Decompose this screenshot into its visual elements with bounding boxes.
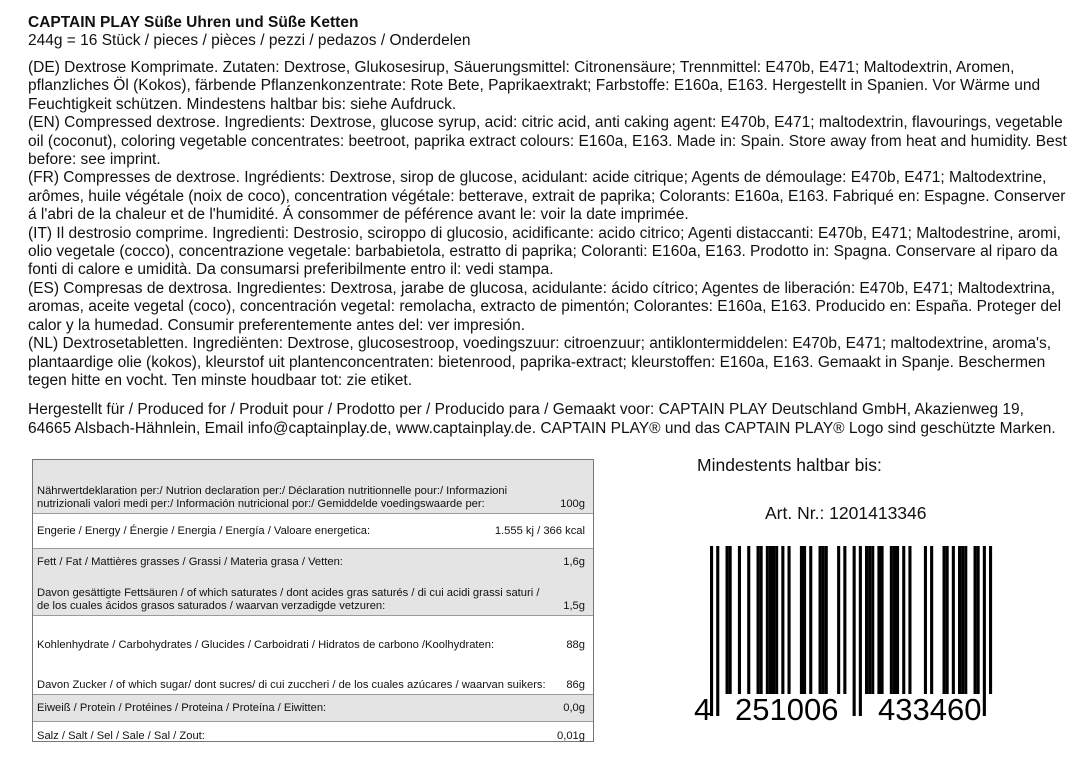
sugar-value: 86g <box>566 678 585 691</box>
barcode-bar <box>865 546 868 694</box>
nutrition-header-value: 100g <box>560 497 585 510</box>
barcode-bar <box>890 546 893 694</box>
ingredients-es: (ES) Compresas de dextrosa. Ingredientes: Dextrosa, jarabe de glucosa, acidulante: ácido cítrico; Agentes de liberación: E470b, E471; Maltodextrina, aromas, aceite vegetal (coco), concentración vegetal: remolacha, extracto de pimentón; Colorantes: E160a, E163. Producido en: España. Proteger del calor y la humedad. Consumir preferentemente antes del: ver impresión. <box>28 279 1062 334</box>
carbs-value: 88g <box>566 638 585 651</box>
barcode-bar <box>760 546 763 694</box>
barcode-bar <box>800 546 803 694</box>
barcode-bar <box>946 546 949 694</box>
barcode-bar <box>819 546 822 694</box>
barcode-bar <box>769 546 772 694</box>
energy-value: 1.555 kj / 366 kcal <box>494 524 585 537</box>
producer-info: Hergestellt für / Produced for / Produit pour / Prodotto per / Producido para / Gemaakt voor: CAPTAIN PLAY Deutschland GmbH, Akazienweg 19, 64665 Alsbach-Hähnlein, Email info@captainplay.de, www.captainplay.de. CAPTAIN PLAY® und das CAPTAIN PLAY® Logo sind geschützte Marken. <box>28 401 1056 437</box>
carbs-group <box>33 616 593 695</box>
salt-label: Salz / Salt / Sel / Sale / Sal / Zout: <box>37 729 205 742</box>
product-quantity: 244g = 16 Stück / pieces / pièces / pezzi / pedazos / Onderdelen <box>28 32 471 49</box>
barcode-bar <box>822 546 825 694</box>
barcode-bar <box>825 546 828 694</box>
barcode-bar <box>710 546 713 716</box>
saturates-row <box>33 575 593 615</box>
nutrition-header-row <box>33 460 593 514</box>
barcode-bar <box>772 546 775 694</box>
sugar-row <box>33 654 593 694</box>
barcode-bar <box>958 546 961 694</box>
barcode-bar <box>716 546 719 716</box>
barcode-first-digit: 4 <box>694 692 712 727</box>
nutrition-header-label: Nährwertdeklaration per:/ Nutrion declaration per:/ Déclaration nutritionnelle pour:/ Informazioni nutrizionali valori medi per:/ Información nutricional por:/ Gemiddelde voedingswaarde per: <box>37 485 508 510</box>
barcode-bar <box>859 546 862 716</box>
fat-value: 1,6g <box>563 555 585 568</box>
barcode-bar <box>803 546 806 694</box>
sugar-label: Davon Zucker / of which sugar/ dont sucres/ di cui zuccheri / de los cuales azúcares / waarvan suikers: <box>37 678 546 691</box>
barcode-bar <box>977 546 980 694</box>
barcode-bar <box>930 546 933 694</box>
article-number: Art. Nr.: 1201413346 <box>765 503 927 523</box>
barcode-bar <box>837 546 840 694</box>
energy-row <box>33 514 593 549</box>
barcode-bar <box>877 546 880 694</box>
barcode-bar <box>766 546 769 694</box>
barcode-bar <box>726 546 729 694</box>
barcode-bar <box>757 546 760 694</box>
barcode-bar <box>893 546 896 694</box>
protein-row <box>33 695 593 722</box>
barcode <box>690 540 1020 730</box>
carbs-row <box>33 616 593 654</box>
barcode-bar <box>983 546 986 716</box>
barcode-bar <box>989 546 992 694</box>
barcode-bar <box>738 546 741 694</box>
fat-group <box>33 549 593 616</box>
barcode-bar <box>843 546 846 694</box>
ingredients-de: (DE) Dextrose Komprimate. Zutaten: Dextrose, Glukosesirup, Säuerungsmittel: Citronensäure; Trennmittel: E470b, E471; Maltodextrin, Aromen, pflanzliches Öl (Kokos), färbende Pflanzenkonzentrate: Rote Bete, Paprikaextrakt; Farbstoffe: E160a, E163. Hergestellt in Spanien. Vor Wärme und Feuchtigkeit schützen. Mindestens haltbar bis: siehe Aufdruck. <box>28 59 1041 113</box>
energy-label: Engerie / Energy / Énergie / Energia / Energía / Valoare energetica: <box>37 524 371 537</box>
carbs-label: Kohlenhydrate / Carbohydrates / Glucides / Carboidrati / Hidratos de carbono /Koolhydraten: <box>37 638 495 651</box>
ingredients-it: (IT) Il destrosio comprime. Ingredienti: Destrosio, sciroppo di glucosio, acidificante: acido citrico; Agenti distaccanti: E470b, E471; Maltodestrine, aromi, olio vegetale (cocco), concentrazione vegetale: barbabietola, estratto di paprika; Coloranti: E160a, E163. Prodotto in: Spagna. Conservare al riparo da fonti di calore e umidità. Da consumarsi preferibilmente entro il: vedi stampa. <box>28 224 1061 279</box>
barcode-bar <box>729 546 732 694</box>
salt-row <box>33 722 593 750</box>
barcode-bar <box>964 546 967 694</box>
barcode-bar <box>924 546 927 694</box>
barcode-bar <box>943 546 946 694</box>
best-before-label: Mindestents haltbar bis: <box>697 455 882 475</box>
barcode-bar <box>868 546 871 694</box>
barcode-bar <box>788 546 791 694</box>
fat-label: Fett / Fat / Mattières grasses / Grassi / Materia grasa / Vetten: <box>37 555 343 568</box>
barcode-bar <box>974 546 977 694</box>
barcode-bar <box>896 546 899 694</box>
barcode-bars <box>710 546 992 716</box>
saturates-label: Davon gesättigte Fettsäuren / of which saturates / dont acides gras saturés / di cui acidi grassi saturi / de los cuales ácidos grasos saturados / waarvan verzadigde vetzuren: <box>37 587 540 612</box>
ingredients-nl: (NL) Dextrosetabletten. Ingrediënten: Dextrose, glucosestroop, voedingszuur: citroenzuur; antiklontermiddelen: E470b, E471; maltodextrine, aroma's, plantaardige olie (kokos), kleurstof uit plantenconcentraten: bietenrood, paprika-extract; kleurstoffen: E160a, E163. Gemaakt in Spanje. Beschermen tegen hitte en vocht. Ten minste houdbaar tot: zie etiket. <box>28 335 1052 389</box>
barcode-bar <box>853 546 856 716</box>
salt-value: 0,01g <box>557 729 585 742</box>
ingredients-block <box>28 59 1068 390</box>
barcode-bar <box>809 546 812 694</box>
barcode-bar <box>961 546 964 694</box>
label-page <box>28 14 1068 438</box>
barcode-bar <box>747 546 750 694</box>
protein-value: 0,0g <box>563 701 585 714</box>
ingredients-fr: (FR) Compresses de dextrose. Ingrédients: Dextrose, sirop de glucose, acidulant: acide citrique; Agents de démoulage: E470b, E471; Maltodextrine, arômes, huile végétale (noix de coco), concentration végétale: betterave, extrait de paprika; Colorants: E160a, E163. Fabriqué en: Espagne. Conserver á l'abri de la chaleur et de l'humidité. Á consommer de péférence avant le: voir la date imprimée. <box>28 169 1066 224</box>
barcode-bar <box>908 546 911 694</box>
barcode-bar <box>902 546 905 694</box>
barcode-bar <box>775 546 778 694</box>
barcode-bar <box>781 546 784 694</box>
barcode-left-digits: 251006 <box>735 692 839 727</box>
barcode-bar <box>952 546 955 694</box>
barcode-right-digits: 433460 <box>878 692 982 727</box>
protein-label: Eiweiß / Protein / Protéines / Proteina / Proteína / Eiwitten: <box>37 701 327 714</box>
saturates-value: 1,5g <box>563 599 585 612</box>
product-title: CAPTAIN PLAY Süße Uhren und Süße Ketten <box>28 14 359 31</box>
fat-row <box>33 549 593 575</box>
nutrition-table <box>32 459 594 742</box>
barcode-bar <box>871 546 874 694</box>
barcode-bar <box>881 546 884 694</box>
ingredients-en: (EN) Compressed dextrose. Ingredients: Dextrose, glucose syrup, acid: citric acid, anti caking agent: E470b, E471; maltodextrin, flavourings, vegetable oil (coconut), coloring vegetable concentrates: beetroot, paprika extract colours: E160a, E163. Made in: Spain. Store away from heat and humidity. Best before: see imprint. <box>28 114 1067 169</box>
